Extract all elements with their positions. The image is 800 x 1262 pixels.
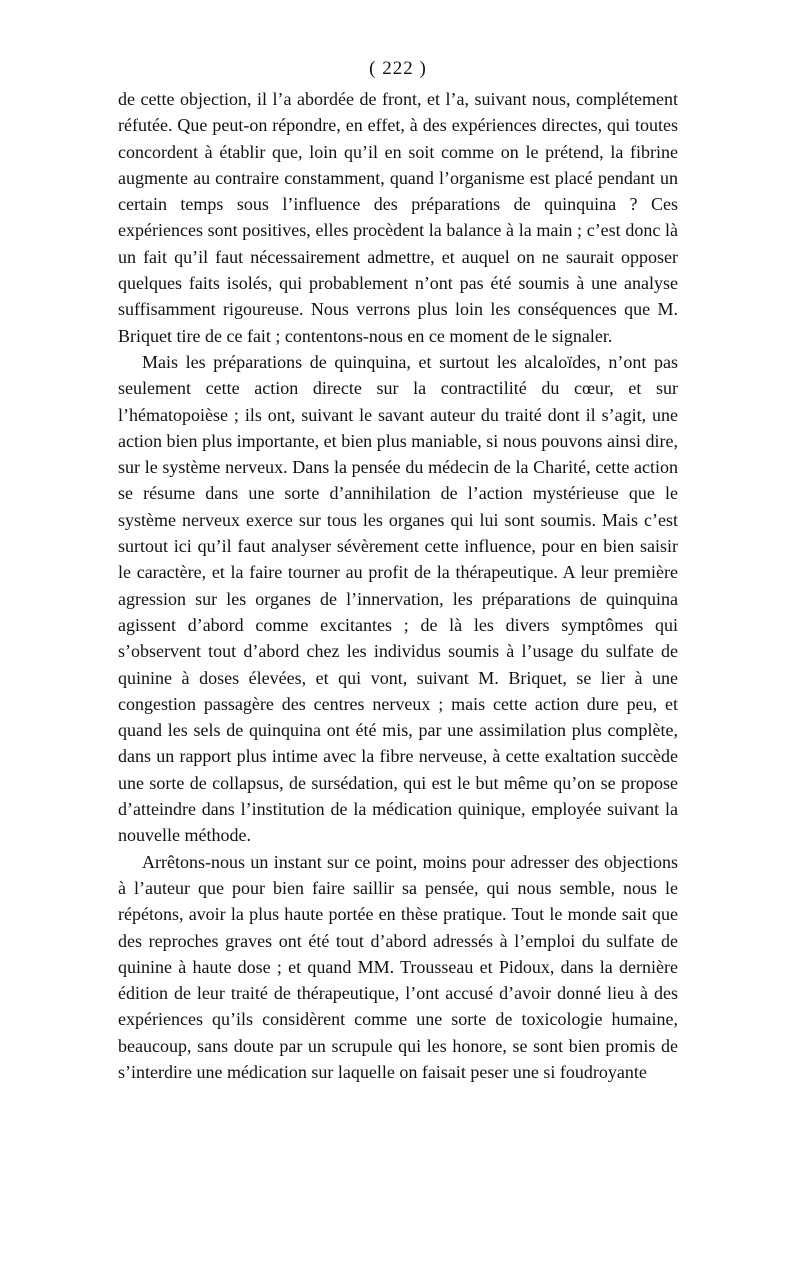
paragraph-2: Mais les préparations de quinquina, et surtout les alcaloïdes, n’ont pas seulement cette action directe sur la contractilité du cœur, et sur l’hématopoièse ; ils ont, suivant le savant auteur du traité dont il s’agit, une action bien plus importante, et bien plus maniable, si nous pouvons ainsi dire, sur le système nerveux. Dans la pensée du médecin de la Charité, cette action se résume dans une sorte d’annihilation de l’action mystérieuse que le système nerveux exerce sur tous les organes qui lui sont soumis. Mais c’est surtout ici qu’il faut analyser sévèrement cette influence, pour en bien saisir le caractère, et la faire tourner au profit de la thérapeutique. A leur première agression sur les organes de l’innervation, les préparations de quinquina agissent d’abord comme excitantes ; de là les divers symptômes qui s’observent tout d’abord chez les individus soumis à l’usage du sulfate de quinine à doses élevées, et qui vont, suivant M. Briquet, se lier à une congestion passagère des centres nerveux ; mais cette action dure peu, et quand les sels de quinquina ont été mis, par une assimilation plus complète, dans un rapport plus intime avec la fibre nerveuse, à cette exaltation succède une sorte de collapsus, de sursédation, qui est le but même qu’on se propose d’atteindre dans l’institution de la médication quinique, employée suivant la nouvelle méthode.: [118, 351, 678, 846]
page-number: ( 222 ): [369, 58, 427, 79]
paragraph-3: Arrêtons-nous un instant sur ce point, moins pour adresser des objections à l’auteur que pour bien faire saillir sa pensée, qui nous semble, nous le répétons, avoir la plus haute portée en thèse pratique. Tout le monde sait que des reproches graves ont été tout d’abord adressés à l’emploi du sulfate de quinine à haute dose ; et quand MM. Trousseau et Pidoux, dans la dernière édition de leur traité de thérapeutique, l’ont accusé d’avoir donné lieu à des expériences qu’ils considèrent comme une sorte de toxicologie humaine, beaucoup, sans doute par un scrupule qui les honore, se sont bien promis de s’interdire une médication sur laquelle on faisait peser une si foudroyante: [118, 851, 678, 1082]
book-page: [118, 58, 678, 1085]
body-text: [118, 86, 678, 1085]
paragraph-1: de cette objection, il l’a abordée de front, et l’a, suivant nous, complétement réfutée. Que peut-on répondre, en effet, à des expériences directes, qui toutes concordent à établir que, loin qu’il en soit comme on le prétend, la fibrine augmente au contraire constamment, quand l’organisme est placé pendant un certain temps sous l’influence des préparations de quinquina ? Ces expériences sont positives, elles procèdent la balance à la main ; c’est donc là un fait qu’il faut nécessairement admettre, et auquel on ne saurait opposer quelques faits isolés, qui probablement n’ont pas été soumis à une analyse suffisamment rigoureuse. Nous verrons plus loin les conséquences que M. Briquet tire de ce fait ; contentons-nous en ce moment de le signaler.: [118, 89, 678, 346]
